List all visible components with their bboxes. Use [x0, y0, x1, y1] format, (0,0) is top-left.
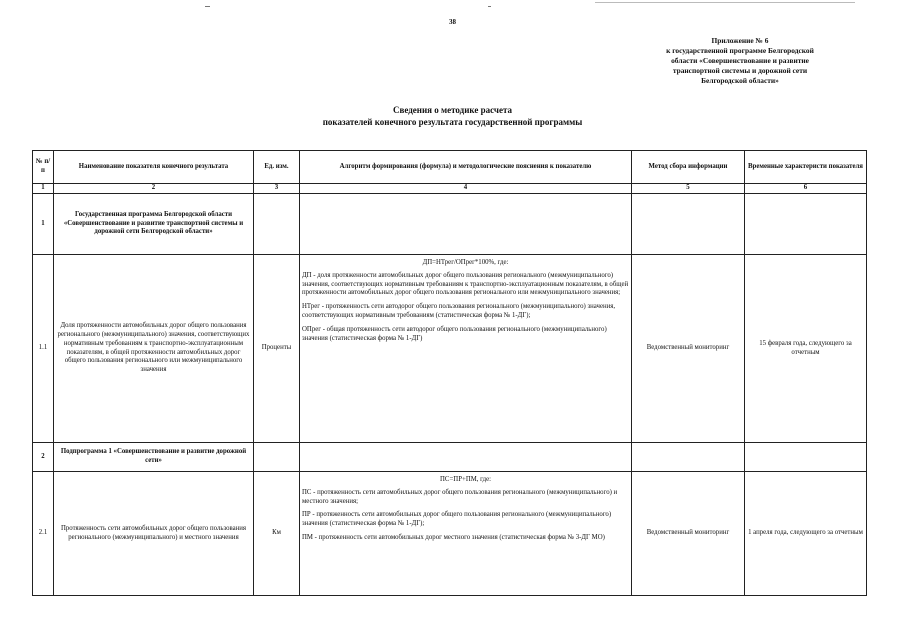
formula: ДП=НТрег/ОПрег*100%, где:: [422, 259, 509, 266]
table-row: [33, 443, 867, 472]
header-cell: Временные характеристи показателя: [745, 151, 867, 184]
indicator-name: Государственная программа Белгородской области «Совершенствование и развитие транспортной системы и дорожной сети Белгородской области»: [54, 194, 254, 255]
explanation: ПР - протяженность сети автомобильных дорог общего пользования регионального (межмуниципального) значения (статистическая форма № 1-ДГ);: [302, 511, 612, 528]
table-row: [33, 255, 867, 443]
title-line: Сведения о методике расчета: [392, 105, 513, 115]
method-cell: [632, 443, 745, 472]
header-cell: Метод сбора информации: [632, 151, 745, 184]
explanation: ДП - доля протяженности автомобильных дорог общего пользования регионального (межмуниципального) значения, соответствующих нормативным требованиям к транспортно-эксплуатационным показателям, в общей протяженности автомобильных дорог общего пользования регионального или межмуниципального значения;: [302, 271, 629, 297]
explanation: ОПрег - общая протяженность сети автодорог общего пользования регионального (межмуниципального) значения (статистическая форма № 1-ДГ): [302, 325, 607, 342]
algorithm-cell: [300, 472, 632, 596]
row-number: 2.1: [33, 472, 54, 596]
methodology-table: [32, 150, 867, 596]
unit-cell: Км: [254, 472, 300, 596]
timing-cell: 15 февраля года, следующего за отчетным: [745, 255, 867, 443]
explanation: ПМ - протяженность сети автомобильных дорог местного значения (статистическая форма № 3-ДГ МО): [302, 533, 605, 541]
indicator-name: Доля протяженности автомобильных дорог общего пользования регионального (межмуниципального) значения, соответствующих нормативным требованиям к транспортно-эксплуатационным показателям, в общей протяженности автомобильных дорог общего пользования регионального или межмуниципального значения: [54, 255, 254, 443]
header-cell: Ед. изм.: [254, 151, 300, 184]
indicator-name: Протяженность сети автомобильных дорог общего пользования регионального (межмуниципального) и местного значения: [54, 472, 254, 596]
algorithm-cell: [300, 443, 632, 472]
column-numbers-row: [33, 184, 867, 194]
appendix-line: транспортной системы и дорожной сети: [672, 66, 808, 75]
unit-cell: [254, 443, 300, 472]
explanation: НТрег - протяженность сети автодорог общего пользования регионального (межмуниципального) значения, соответствующих нормативным требованиям (статистическая форма № 1-ДГ);: [302, 303, 616, 319]
algorithm-cell: [300, 255, 632, 443]
header-cell: № п/п: [33, 151, 54, 184]
timing-cell: [745, 443, 867, 472]
appendix-block: [610, 36, 870, 86]
column-number: 4: [300, 184, 632, 194]
appendix-line: области «Совершенствование и развитие: [671, 56, 809, 65]
column-number: 6: [745, 184, 867, 194]
table-row: [33, 472, 867, 596]
formula: ПС=ПР+ПМ, где:: [440, 476, 491, 483]
scan-mark: [205, 6, 210, 7]
table-header-row: [33, 151, 867, 184]
method-cell: Ведомственный мониторинг: [632, 255, 745, 443]
timing-cell: 1 апреля года, следующего за отчетным: [745, 472, 867, 596]
scan-mark: [595, 2, 855, 3]
scan-mark: [488, 6, 491, 7]
column-number: 3: [254, 184, 300, 194]
appendix-line: Приложение № 6: [711, 36, 769, 45]
document-title: [0, 104, 905, 128]
indicator-name: Подпрограмма 1 «Совершенствование и развитие дорожной сети»: [54, 443, 254, 472]
appendix-line: Белгородской области»: [701, 76, 779, 85]
header-cell: Наименование показателя конечного результата: [54, 151, 254, 184]
explanation: ПС - протяженность сети автомобильных дорог общего пользования регионального (межмуниципального) и местного значения;: [302, 488, 618, 505]
row-number: 1.1: [33, 255, 54, 443]
header-cell: Алгоритм формирования (формула) и методологические пояснения к показателю: [300, 151, 632, 184]
timing-cell: [745, 194, 867, 255]
method-cell: [632, 194, 745, 255]
table-row: [33, 194, 867, 255]
unit-cell: [254, 194, 300, 255]
row-number: 2: [33, 443, 54, 472]
page-number: 38: [449, 18, 456, 26]
column-number: 2: [54, 184, 254, 194]
algorithm-cell: [300, 194, 632, 255]
column-number: 1: [33, 184, 54, 194]
column-number: 5: [632, 184, 745, 194]
title-line: показателей конечного результата государственной программы: [322, 117, 583, 127]
appendix-line: к государственной программе Белгородской: [666, 46, 814, 55]
method-cell: Ведомственный мониторинг: [632, 472, 745, 596]
unit-cell: Проценты: [254, 255, 300, 443]
row-number: 1: [33, 194, 54, 255]
